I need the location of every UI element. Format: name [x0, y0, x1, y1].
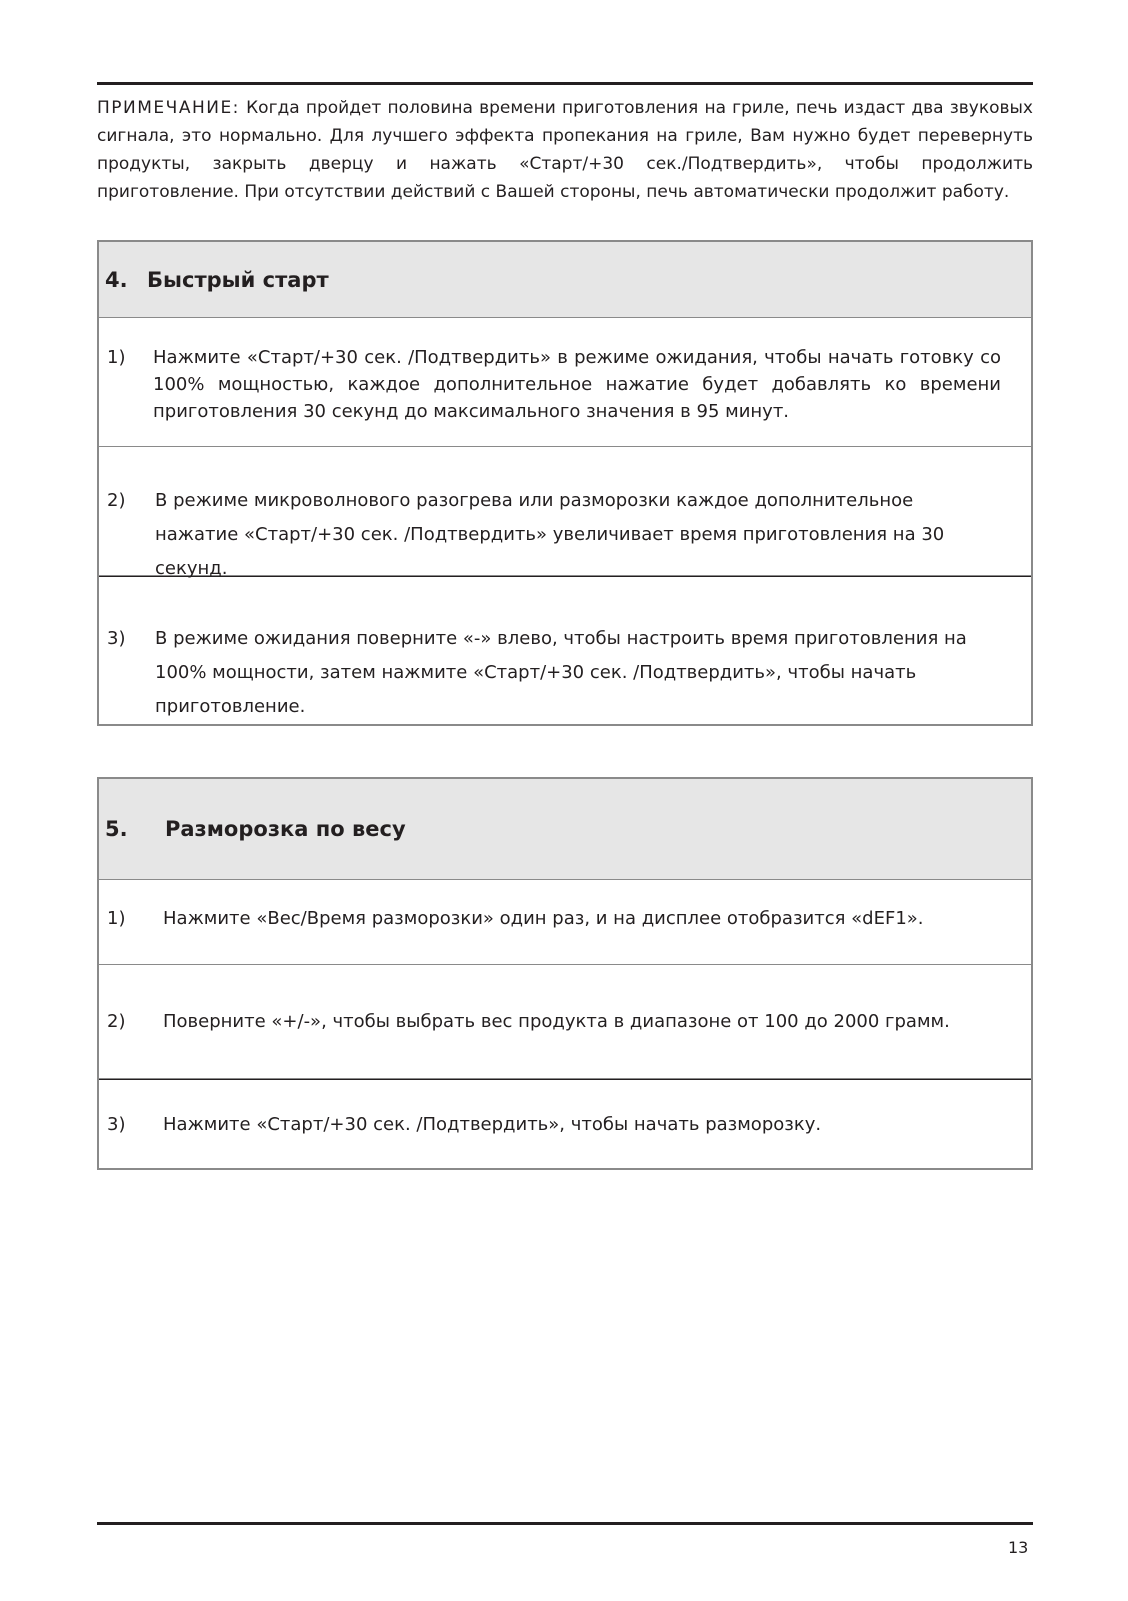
page-number: 13 — [1008, 1538, 1029, 1557]
list-item — [99, 576, 1031, 724]
section-title: Разморозка по весу — [165, 817, 406, 841]
item-number: 3) — [107, 628, 126, 649]
item-text: Нажмите «Старт/+30 сек. /Подтвердить», чтобы начать разморозку. — [163, 1114, 822, 1135]
note-paragraph — [97, 94, 1033, 206]
item-text: Поверните «+/-», чтобы выбрать вес продукта в диапазоне от 100 до 2000 грамм. — [163, 1011, 950, 1032]
item-number: 2) — [107, 490, 126, 511]
section-number: 5. — [105, 817, 128, 841]
list-item — [99, 447, 1031, 579]
note-text: Когда пройдет половина времени приготовления на гриле, печь издаст два звуковых сигнала, это нормально. Для лучшего эффекта пропекания на гриле, Вам нужно будет перевернуть продукты, закрыть дверцу и нажать «Старт/+30 сек./Подтвердить», чтобы продолжить приготовление. При отсутствии действий с Вашей стороны, печь автоматически продолжит работу. — [97, 98, 1033, 202]
list-item — [99, 880, 1031, 965]
item-text: В режиме ожидания поверните «-» влево, чтобы настроить время приготовления на 100% мощности, затем нажмите «Старт/+30 сек. /Подтвердить», чтобы начать приготовление. — [155, 628, 967, 717]
section-defrost-by-weight — [97, 777, 1033, 1170]
section-header — [99, 779, 1031, 880]
item-number: 3) — [107, 1114, 126, 1135]
top-rule — [97, 82, 1033, 85]
item-text: В режиме микроволнового разогрева или разморозки каждое дополнительное нажатие «Старт/+30 сек. /Подтвердить» увеличивает время приготовления на 30 секунд. — [155, 490, 945, 579]
bottom-rule — [97, 1522, 1033, 1525]
section-number: 4. — [105, 267, 128, 292]
item-number: 1) — [107, 347, 126, 368]
section-title: Быстрый старт — [147, 267, 329, 292]
item-number: 2) — [107, 1011, 126, 1032]
note-label: ПРИМЕЧАНИЕ: — [97, 98, 240, 118]
list-item — [99, 965, 1031, 1079]
section-quick-start — [97, 240, 1033, 726]
item-number: 1) — [107, 908, 126, 929]
item-text: Нажмите «Вес/Время разморозки» один раз, и на дисплее отобразится «dEF1». — [163, 908, 924, 929]
item-text: Нажмите «Старт/+30 сек. /Подтвердить» в режиме ожидания, чтобы начать готовку со 100% мощностью, каждое дополнительное нажатие будет добавлять ко времени приготовления 30 секунд до максимального значения в 95 минут. — [153, 347, 1001, 422]
list-item — [99, 1079, 1031, 1168]
list-item — [99, 318, 1031, 447]
section-header — [99, 242, 1031, 318]
